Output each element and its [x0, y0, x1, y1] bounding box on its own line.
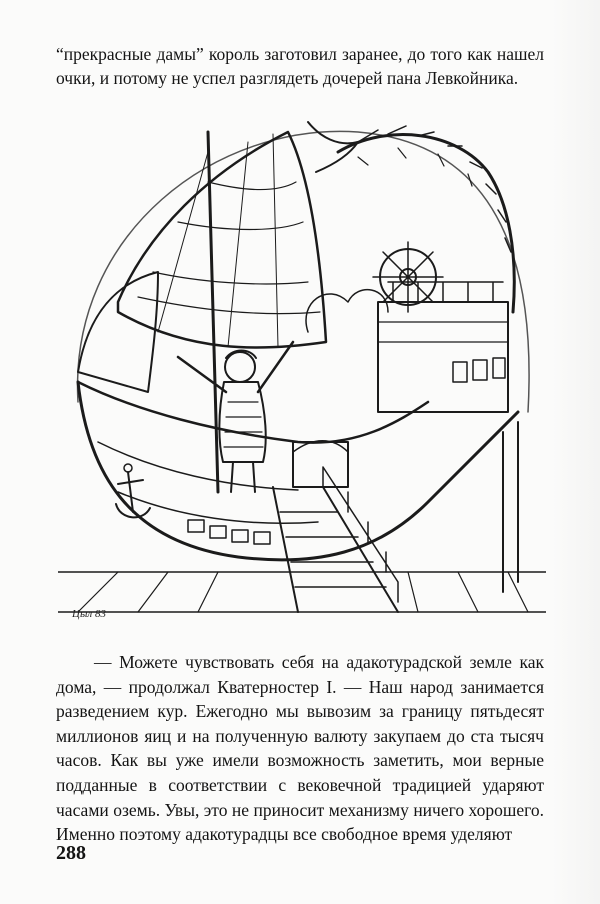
page-number: 288 [56, 842, 86, 864]
page-edge-shadow [552, 0, 600, 904]
top-paragraph-text: “прекрасные дамы” король заготовил заранее, до того как нашел очки, и потому не успел разглядеть дочерей пана Левкойника. [56, 44, 544, 88]
body-paragraph-text: — Можете чувствовать себя на адакотурадской земле как дома, — продолжал Кватерностер I. — Наш народ занимается разведением кур. Ежегодно мы вывозим за границу пятьдесят миллионов яиц и на полученную валюту закупаем до ста тысяч часов. Как вы уже имели возможность заметить, мои верные подданные в соответствии с вековечной традицией ударяют часами оземь. Увы, это не приносит механизму ничего хорошего. Именно поэтому адакотурадцы все свободное время уделяют [56, 652, 544, 845]
top-paragraph [56, 42, 544, 90]
ship-illustration [58, 112, 546, 632]
body-paragraph [56, 650, 544, 847]
artist-signature: Цыл 83 [72, 608, 106, 620]
